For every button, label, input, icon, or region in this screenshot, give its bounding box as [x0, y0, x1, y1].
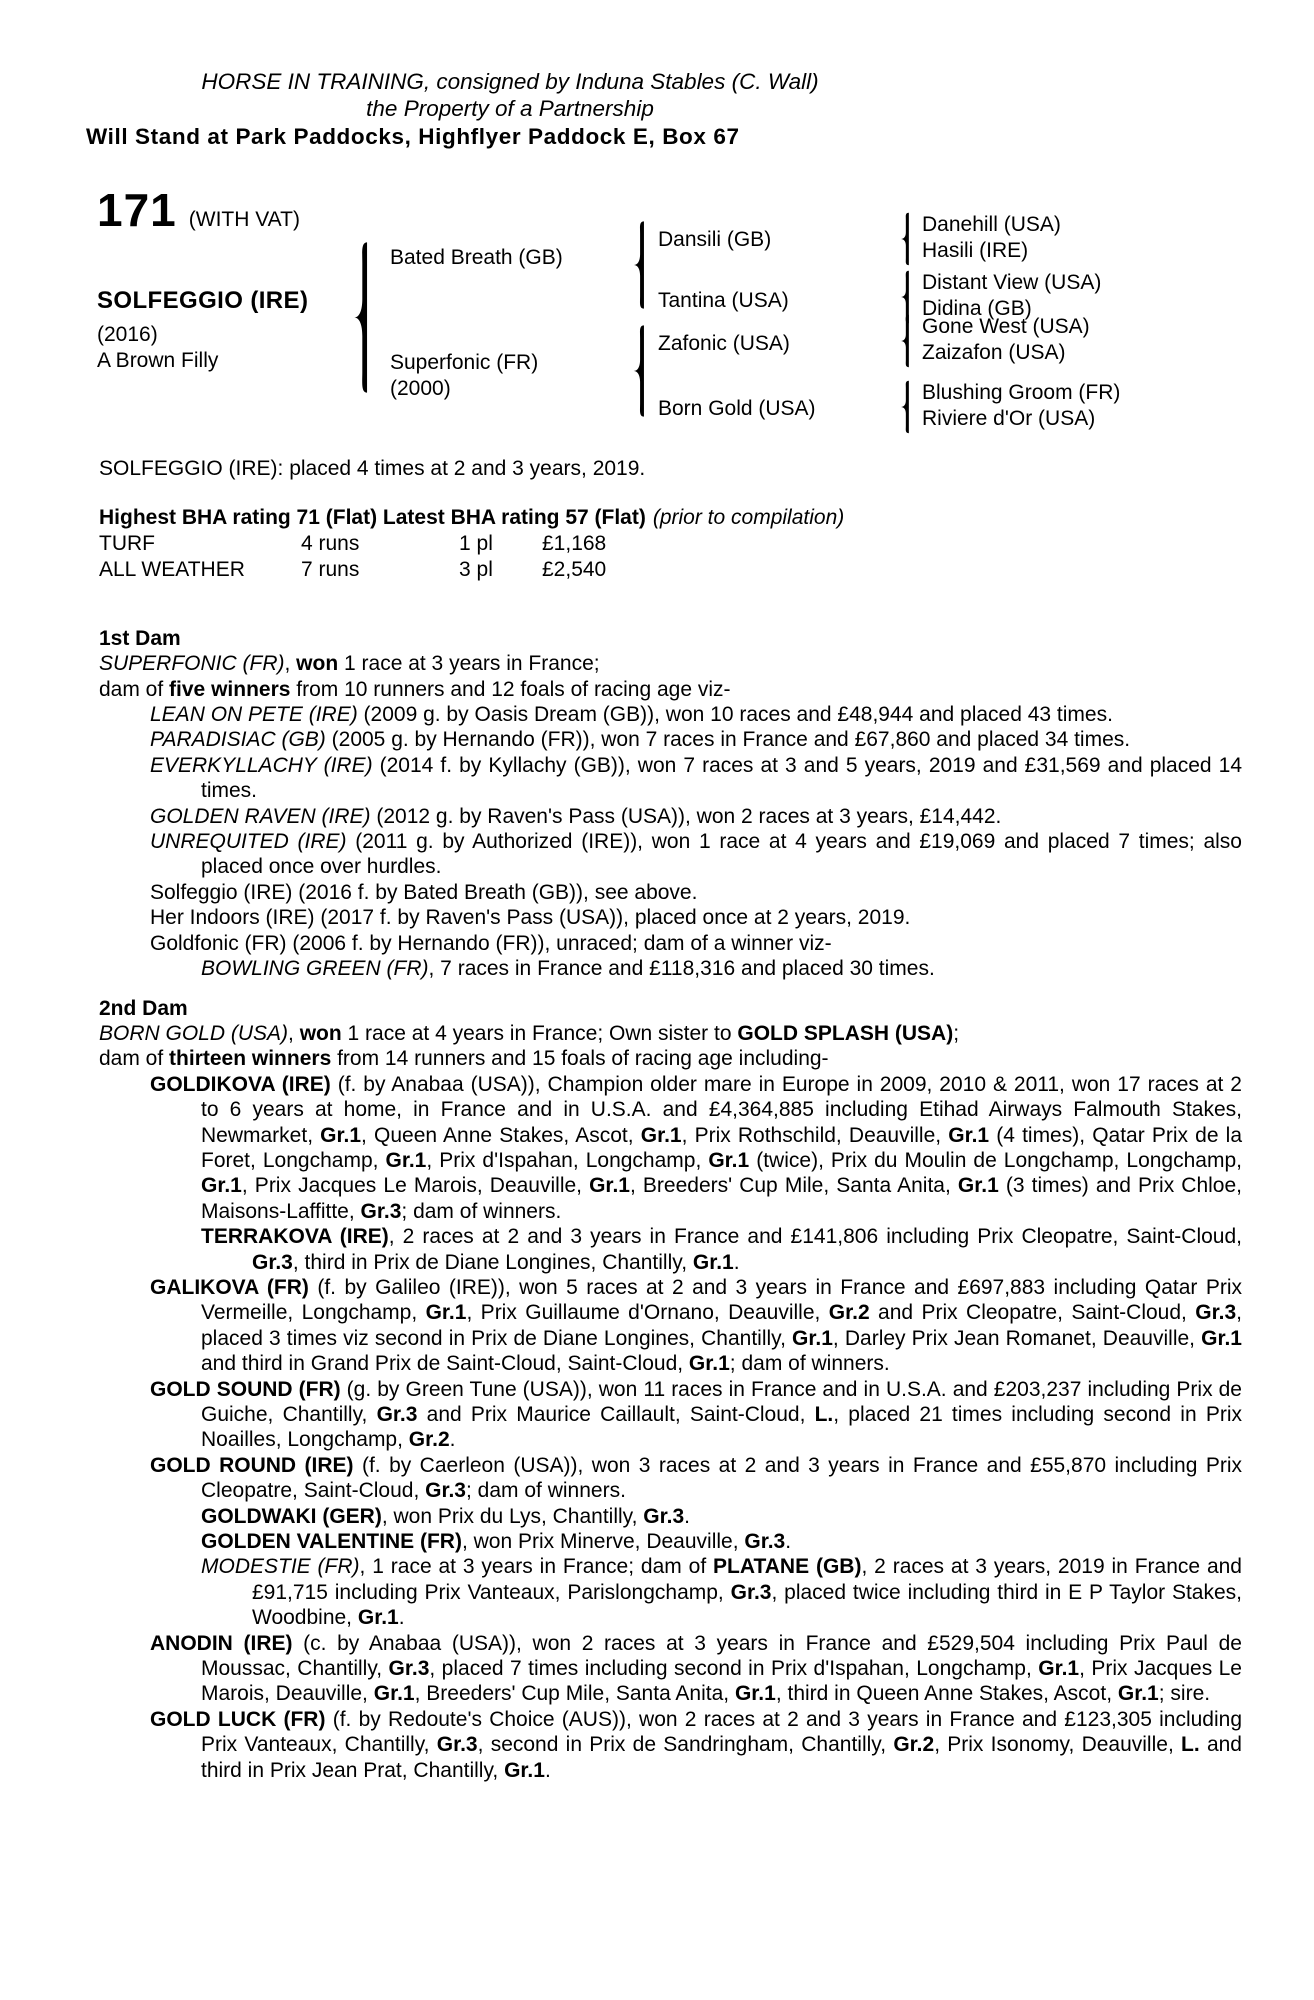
catalogue-paragraph: BOWLING GREEN (FR), 7 races in France and £118,316 and placed 30 times. — [201, 957, 935, 981]
sire-sire-name: Dansili (GB) — [658, 228, 772, 251]
placed-value: 3 pl — [459, 557, 493, 581]
sire-name: Bated Breath (GB) — [390, 246, 563, 269]
pedigree-ancestor: Distant View (USA) — [922, 271, 1102, 294]
catalogue-paragraph: GALIKOVA (FR) (f. by Galileo (IRE)), won 5 races at 2 and 3 years in France and £697,883 including Qatar Prix Vermeille, Longchamp, Gr.1, Prix Guillaume d'Ornano, Deauville, Gr.2 and Prix Cleopatre, Saint-Cloud, Gr.3, placed 3 times viz second in Prix de Diane Longines, Chantilly, Gr.1, Darley Prix Jean Romanet, Deauville, Gr.1 and third in Grand Prix de Saint-Cloud, Saint-Cloud, Gr.1; dam of winners. — [150, 1275, 1242, 1376]
race-record-summary: SOLFEGGIO (IRE): placed 4 times at 2 and 3 years, 2019. — [99, 457, 646, 480]
pedigree-ancestor: Danehill (USA) — [922, 213, 1061, 236]
pedigree-table — [0, 0, 1314, 452]
pedigree-ancestor: Blushing Groom (FR) — [922, 381, 1121, 404]
catalogue-paragraph: PARADISIAC (GB) (2005 g. by Hernando (FR)), won 7 races in France and £67,860 and placed 34 times. — [150, 728, 1131, 752]
stats-row-turf — [99, 531, 1242, 557]
pedigree-text-sections — [99, 626, 1242, 1783]
catalogue-paragraph: GOLD SOUND (FR) (g. by Green Tune (USA)), won 11 races in France and in U.S.A. and £203,237 including Prix de Guiche, Chantilly, Gr.3 and Prix Maurice Caillault, Saint-Cloud, L., placed 21 times including second in Prix Noailles, Longchamp, Gr.2. — [150, 1377, 1242, 1452]
catalogue-paragraph: Her Indoors (IRE) (2017 f. by Raven's Pass (USA)), placed once at 2 years, 2019. — [150, 906, 911, 930]
consignment-line: HORSE IN TRAINING, consigned by Induna Stables (C. Wall) — [201, 69, 819, 94]
horse-description: A Brown Filly — [97, 349, 219, 372]
dam-year: (2000) — [390, 377, 451, 400]
great-grandparents-pair — [898, 212, 1061, 266]
dam-dam-name: Born Gold (USA) — [658, 397, 816, 420]
dam-sire-name: Zafonic (USA) — [658, 332, 790, 355]
pedigree-ancestor: Didina (GB) — [922, 297, 1032, 320]
placed-value: 1 pl — [459, 531, 493, 555]
catalogue-paragraph: UNREQUITED (IRE) (2011 g. by Authorized (IRE)), won 1 race at 4 years and £19,069 and placed 7 times; also placed once over hurdles. — [150, 830, 1242, 879]
dam-section — [99, 996, 1242, 1784]
catalogue-paragraph: GOLDIKOVA (IRE) (f. by Anabaa (USA)), Champion older mare in Europe in 2009, 2010 & 2011, won 17 races at 2 to 6 years at home, in France and in U.S.A. and £4,364,885 including Etihad Airways Falmouth Stakes, Newmarket, Gr.1, Queen Anne Stakes, Ascot, Gr.1, Prix Rothschild, Deauville, Gr.1 (4 times), Qatar Prix de la Foret, Longchamp, Gr.1, Prix d'Ispahan, Longchamp, Gr.1 (twice), Prix du Moulin de Longchamp, Longchamp, Gr.1, Prix Jacques Le Marois, Deauville, Gr.1, Breeders' Cup Mile, Santa Anita, Gr.1 (3 times) and Prix Chloe, Maisons-Laffitte, Gr.3; dam of winners. — [150, 1072, 1242, 1223]
stats-row-all-weather — [99, 557, 1242, 583]
catalogue-paragraph: EVERKYLLACHY (IRE) (2014 f. by Kyllachy (GB)), won 7 races at 3 and 5 years, 2019 and £31,569 and placed 14 times. — [150, 753, 1243, 803]
catalogue-paragraph: LEAN ON PETE (IRE) (2009 g. by Oasis Dream (GB)), won 10 races and £48,944 and placed 43 times. — [150, 703, 1113, 727]
catalogue-paragraph: GOLDWAKI (GER), won Prix du Lys, Chantilly, Gr.3. — [201, 1504, 690, 1528]
dam-section-heading: 2nd Dam — [99, 996, 188, 1020]
stand-location-line: Will Stand at Park Paddocks, Highflyer Paddock E, Box 67 — [86, 124, 740, 149]
sire-dam-name: Tantina (USA) — [658, 289, 789, 312]
horse-name: SOLFEGGIO (IRE) — [97, 287, 309, 314]
earnings-value: £2,540 — [542, 557, 607, 581]
earnings-value: £1,168 — [542, 531, 607, 555]
catalogue-paragraph: Goldfonic (FR) (2006 f. by Hernando (FR)), unraced; dam of a winner viz- — [150, 931, 832, 955]
great-grandparents-brace — [898, 212, 912, 266]
horse-foaling-year: (2016) — [97, 323, 158, 346]
surface-label: ALL WEATHER — [99, 557, 245, 581]
dam-section-heading: 1st Dam — [99, 626, 181, 650]
dam-line-brace — [630, 324, 648, 418]
lot-number: 171 — [97, 184, 177, 236]
runs-value: 4 runs — [301, 531, 360, 555]
great-grandparents-brace — [898, 314, 912, 368]
catalogue-paragraph: BORN GOLD (USA), won 1 race at 4 years in France; Own sister to GOLD SPLASH (USA); — [99, 1021, 960, 1045]
catalogue-paragraph: TERRAKOVA (IRE), 2 races at 2 and 3 years in France and £141,806 including Prix Cleopatre, Saint-Cloud, Gr.3, third in Prix de Diane Longines, Chantilly, Gr.1. — [201, 1225, 1242, 1274]
pedigree-ancestor: Zaizafon (USA) — [922, 341, 1066, 364]
bha-ratings — [99, 505, 1242, 582]
catalogue-paragraph: GOLD LUCK (FR) (f. by Redoute's Choice (AUS)), won 2 races at 2 and 3 years in France and £123,305 including Prix Vanteaux, Chantilly, Gr.3, second in Prix de Sandringham, Chantilly, Gr.2, Prix Isonomy, Deauville, L. and third in Prix Jean Prat, Chantilly, Gr.1. — [150, 1707, 1243, 1782]
catalogue-paragraph: dam of five winners from 10 runners and 12 foals of racing age viz- — [99, 677, 731, 701]
catalogue-paragraph: GOLDEN VALENTINE (FR), won Prix Minerve, Deauville, Gr.3. — [201, 1530, 792, 1554]
bha-rating-line — [99, 505, 1242, 530]
catalogue-paragraph: SUPERFONIC (FR), won 1 race at 3 years in France; — [99, 652, 600, 676]
property-line: the Property of a Partnership — [366, 96, 654, 121]
great-grandparents-pair — [898, 314, 1090, 368]
sire-line-brace — [630, 220, 648, 310]
bha-rating-note: (prior to compilation) — [652, 506, 845, 530]
surface-label: TURF — [99, 531, 155, 555]
dam-name: Superfonic (FR) — [390, 351, 539, 374]
vat-note: (WITH VAT) — [188, 208, 300, 231]
great-grandparents-pair — [898, 380, 1120, 434]
catalogue-body — [99, 456, 1242, 1783]
runs-value: 7 runs — [301, 557, 360, 581]
catalogue-paragraph: MODESTIE (FR), 1 race at 3 years in France; dam of PLATANE (GB), 2 races at 3 years, 2019 in France and £91,715 including Prix Vanteaux, Parislongchamp, Gr.3, placed twice including third in E P Taylor Stakes, Woodbine, Gr.1. — [201, 1555, 1243, 1630]
catalogue-paragraph: Solfeggio (IRE) (2016 f. by Bated Breath (GB)), see above. — [150, 880, 698, 904]
catalogue-paragraph: GOLDEN RAVEN (IRE) (2012 g. by Raven's Pass (USA)), won 2 races at 3 years, £14,442. — [150, 804, 1002, 828]
bha-rating-values: Highest BHA rating 71 (Flat) Latest BHA rating 57 (Flat) — [99, 506, 646, 530]
pedigree-ancestor: Riviere d'Or (USA) — [922, 407, 1096, 430]
catalogue-paragraph: GOLD ROUND (IRE) (f. by Caerleon (USA)), won 3 races at 2 and 3 years in France and £55,870 including Prix Cleopatre, Saint-Cloud, Gr.3; dam of winners. — [150, 1453, 1242, 1503]
catalogue-paragraph: ANODIN (IRE) (c. by Anabaa (USA)), won 2 races at 3 years in France and £529,504 including Prix Paul de Moussac, Chantilly, Gr.3, placed 7 times including second in Prix d'Ispahan, Longchamp, Gr.1, Prix Jacques Le Marois, Deauville, Gr.1, Breeders' Cup Mile, Santa Anita, Gr.1, third in Queen Anne Stakes, Ascot, Gr.1; sire. — [150, 1631, 1242, 1706]
lot-line — [97, 184, 300, 236]
pedigree-ancestor: Gone West (USA) — [922, 315, 1090, 338]
great-grandparents-brace — [898, 380, 912, 434]
dam-section — [99, 626, 1242, 982]
pedigree-ancestor: Hasili (IRE) — [922, 239, 1029, 262]
parents-brace — [350, 240, 372, 395]
catalogue-paragraph: dam of thirteen winners from 14 runners and 15 foals of racing age including- — [99, 1047, 829, 1071]
